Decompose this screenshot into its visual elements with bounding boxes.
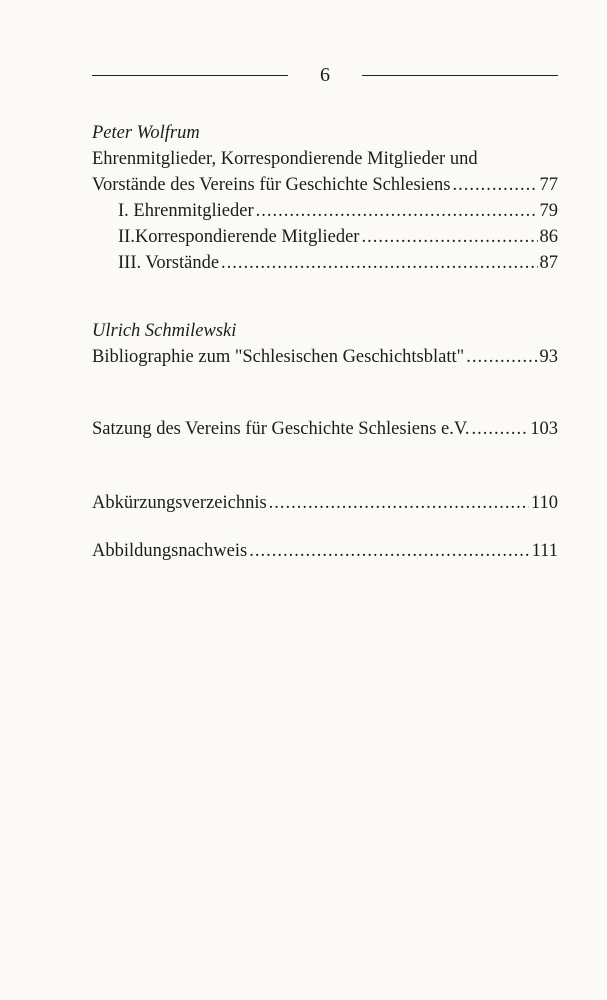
entry-title: Abbildungsnachweis bbox=[92, 541, 248, 561]
entry-page: 111 bbox=[531, 541, 558, 561]
header-rule-left bbox=[92, 75, 288, 76]
author-schmilewski: Ulrich Schmilewski bbox=[92, 321, 237, 341]
entry-page: 103 bbox=[530, 419, 558, 439]
toc-entry-mitglieder[interactable] bbox=[92, 172, 558, 198]
toc-subentry-korrespondierende[interactable] bbox=[118, 224, 558, 250]
toc-entry-abbildungen[interactable] bbox=[92, 538, 558, 564]
entry-title: Satzung des Vereins für Geschichte Schlesiens e.V. bbox=[92, 419, 470, 439]
entry-page: 86 bbox=[539, 227, 558, 247]
dot-leader bbox=[466, 344, 537, 370]
dot-leader bbox=[452, 172, 537, 198]
entry-page: 77 bbox=[539, 175, 558, 195]
page-header bbox=[92, 60, 558, 90]
entry-title-line: Ehrenmitglieder, Korrespondierende Mitglieder und bbox=[92, 149, 478, 169]
entry-title: III. Vorstände bbox=[118, 253, 220, 273]
entry-page: 79 bbox=[539, 201, 558, 221]
entry-title: I. Ehrenmitglieder bbox=[118, 201, 254, 221]
dot-leader bbox=[256, 198, 538, 224]
toc-entry-satzung[interactable] bbox=[92, 416, 558, 442]
entry-page: 93 bbox=[539, 347, 558, 367]
toc-entry-bibliographie[interactable] bbox=[92, 344, 558, 370]
entry-title: Bibliographie zum "Schlesischen Geschichtsblatt" bbox=[92, 347, 465, 367]
entry-title: Vorstände des Vereins für Geschichte Schlesiens bbox=[92, 175, 451, 195]
toc-subentry-ehrenmitglieder[interactable] bbox=[118, 198, 558, 224]
page-number: 6 bbox=[320, 64, 330, 86]
dot-leader bbox=[269, 490, 529, 516]
toc-entry-abkuerzungen[interactable] bbox=[92, 490, 558, 516]
entry-title: Abkürzungsverzeichnis bbox=[92, 493, 267, 513]
entry-page: 87 bbox=[539, 253, 558, 273]
author-wolfrum: Peter Wolfrum bbox=[92, 123, 200, 143]
dot-leader bbox=[221, 250, 537, 276]
header-rule-right bbox=[362, 75, 558, 76]
entry-page: 110 bbox=[530, 493, 558, 513]
dot-leader bbox=[471, 416, 528, 442]
dot-leader bbox=[249, 538, 529, 564]
entry-title: II.Korrespondierende Mitglieder bbox=[118, 227, 360, 247]
toc-subentry-vorstaende[interactable] bbox=[118, 250, 558, 276]
dot-leader bbox=[361, 224, 537, 250]
